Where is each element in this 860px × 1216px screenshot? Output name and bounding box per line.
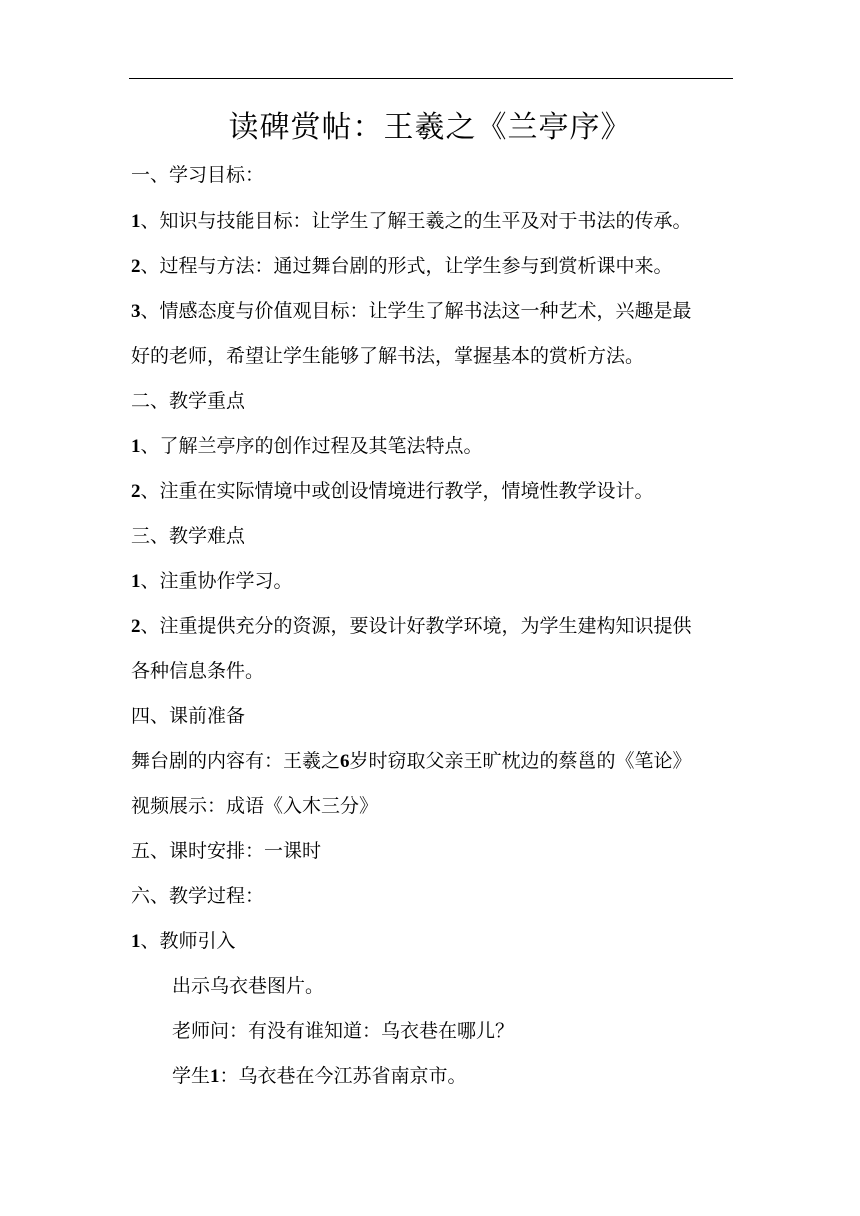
- line-text: 学生: [172, 1065, 211, 1087]
- item-number: 2: [131, 616, 141, 637]
- heading-difficulties: [131, 523, 245, 549]
- line-text: 、注重提供充分的资源，要设计好教学环境，为学生建构知识提供: [140, 615, 692, 637]
- line-text: 四、课前准备: [131, 705, 246, 727]
- line-text: 、知识与技能目标：让学生了解王羲之的生平及对于书法的传承。: [140, 210, 692, 232]
- line-text: 、注重协作学习。: [140, 570, 293, 592]
- objective-item-2: [131, 253, 673, 280]
- heading-preparation: [131, 703, 245, 729]
- header-rule: [129, 78, 733, 79]
- line-text: 出示乌衣巷图片。: [172, 975, 325, 997]
- key-point-item-1: [131, 433, 483, 460]
- line-text: 三、教学难点: [131, 525, 246, 547]
- line-text: 、过程与方法：通过舞台剧的形式，让学生参与到赏析课中来。: [140, 255, 673, 277]
- objective-item-1: [131, 208, 692, 235]
- process-paragraph: [172, 1063, 467, 1090]
- item-number: 3: [131, 301, 141, 322]
- item-number: 2: [131, 481, 141, 502]
- difficulty-item-2-continued: [131, 658, 264, 684]
- item-number: 1: [131, 211, 141, 232]
- line-text: 六、教学过程：: [131, 885, 265, 907]
- heading-objectives: [131, 162, 264, 188]
- heading-process: [131, 883, 264, 909]
- line-text: 二、教学重点: [131, 390, 246, 412]
- difficulty-item-1: [131, 568, 293, 595]
- line-text: 视频展示：成语《入木三分》: [131, 795, 379, 817]
- line-text: 老师问：有没有谁知道：乌衣巷在哪儿？: [172, 1020, 515, 1042]
- item-number: 1: [131, 931, 141, 952]
- page-title: 读碑赏帖：王羲之《兰亭序》: [228, 110, 632, 145]
- item-number: 2: [131, 256, 141, 277]
- preparation-stage-play: [131, 748, 692, 775]
- line-text: ：乌衣巷在今江苏省南京市。: [219, 1065, 467, 1087]
- preparation-video: [131, 793, 378, 819]
- objective-item-3-continued: [131, 343, 644, 369]
- line-text: 各种信息条件。: [131, 660, 265, 682]
- line-text: 、注重在实际情境中或创设情境进行教学，情境性教学设计。: [140, 480, 654, 502]
- age-number: 6: [340, 751, 350, 772]
- heading-schedule: [131, 838, 321, 864]
- item-number: 1: [131, 571, 141, 592]
- line-text: 舞台剧的内容有：王羲之: [131, 750, 341, 772]
- objective-item-3: [131, 298, 692, 325]
- line-text: 五、课时安排：一课时: [131, 840, 322, 862]
- process-step-1: [131, 928, 236, 955]
- process-paragraph: [172, 1018, 514, 1044]
- line-text: 、情感态度与价值观目标：让学生了解书法这一种艺术，兴趣是最: [140, 300, 692, 322]
- line-text: 一、学习目标：: [131, 164, 265, 186]
- line-text: 、了解兰亭序的创作过程及其笔法特点。: [140, 435, 483, 457]
- process-paragraph: [172, 973, 324, 999]
- heading-key-points: [131, 388, 245, 414]
- difficulty-item-2: [131, 613, 692, 640]
- line-text: 、教师引入: [140, 930, 236, 952]
- student-number: 1: [210, 1066, 220, 1087]
- key-point-item-2: [131, 478, 654, 505]
- line-text: 岁时窃取父亲王旷枕边的蔡邕的《笔论》: [349, 750, 692, 772]
- line-text: 好的老师，希望让学生能够了解书法，掌握基本的赏析方法。: [131, 345, 645, 367]
- item-number: 1: [131, 436, 141, 457]
